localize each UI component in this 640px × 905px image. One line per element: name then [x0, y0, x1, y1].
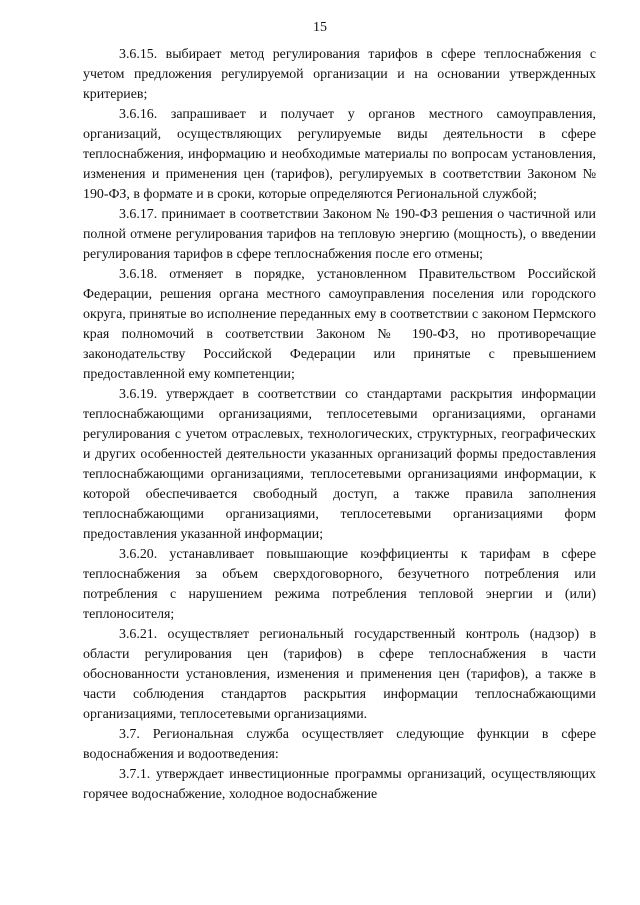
paragraph-3-6-16: 3.6.16. запрашивает и получает у органов местного самоуправления, организаций, осуществляющих регулируемые виды деятельности в сфере теплоснабжения, информацию и необходимые материалы по вопросам установления, изменения и применения цен (тарифов), регулируемых в соответствии Законом № 190-ФЗ, в формате и в сроки, которые определяются Региональной службой; — [83, 107, 596, 202]
paragraph-3-6-21: 3.6.21. осуществляет региональный государственный контроль (надзор) в области регулирования цен (тарифов) в сфере теплоснабжения в части обоснованности установления, изменения и применения цен (тарифов), а также в части соблюдения стандартов раскрытия информации теплоснабжающими организациями, теплосетевыми организациями. — [83, 627, 596, 722]
paragraph-3-6-20: 3.6.20. устанавливает повышающие коэффициенты к тарифам в сфере теплоснабжения за объем сверхдоговорного, безучетного потребления или потребления с нарушением режима потребления тепловой энергии и (или) теплоносителя; — [83, 547, 596, 622]
body-text — [83, 45, 596, 805]
paragraph-3-7: 3.7. Региональная служба осуществляет следующие функции в сфере водоснабжения и водоотведения: — [83, 727, 596, 762]
paragraph-3-7-1: 3.7.1. утверждает инвестиционные программы организаций, осуществляющих горячее водоснабжение, холодное водоснабжение — [83, 767, 596, 802]
paragraph-3-6-17: 3.6.17. принимает в соответствии Законом № 190-ФЗ решения о частичной или полной отмене регулирования тарифов на тепловую энергию (мощность), о введении регулирования тарифов в сфере теплоснабжения после его отмены; — [83, 207, 596, 262]
paragraph-3-6-19: 3.6.19. утверждает в соответствии со стандартами раскрытия информации теплоснабжающими организациями, теплосетевыми организациями, органами регулирования с учетом отраслевых, технологических, структурных, географических и других особенностей деятельности указанных организаций формы предоставления теплоснабжающими организациями, теплосетевыми организациями информации, к которой обеспечивается свободный доступ, а также правила заполнения теплоснабжающими организациями, теплосетевыми организациями форм предоставления указанной информации; — [83, 387, 596, 542]
paragraph-3-6-18: 3.6.18. отменяет в порядке, установленном Правительством Российской Федерации, решения органа местного самоуправления поселения или городского округа, принятые во исполнение переданных ему в соответствии с законом Пермского края полномочий в соответствии Законом № 190-ФЗ, но противоречащие законодательству Российской Федерации или принятые с превышением предоставленной ему компетенции; — [83, 267, 596, 382]
paragraph-3-6-15: 3.6.15. выбирает метод регулирования тарифов в сфере теплоснабжения с учетом предложения регулируемой организации и на основании утвержденных критериев; — [83, 47, 596, 102]
page-number: 15 — [313, 20, 327, 35]
